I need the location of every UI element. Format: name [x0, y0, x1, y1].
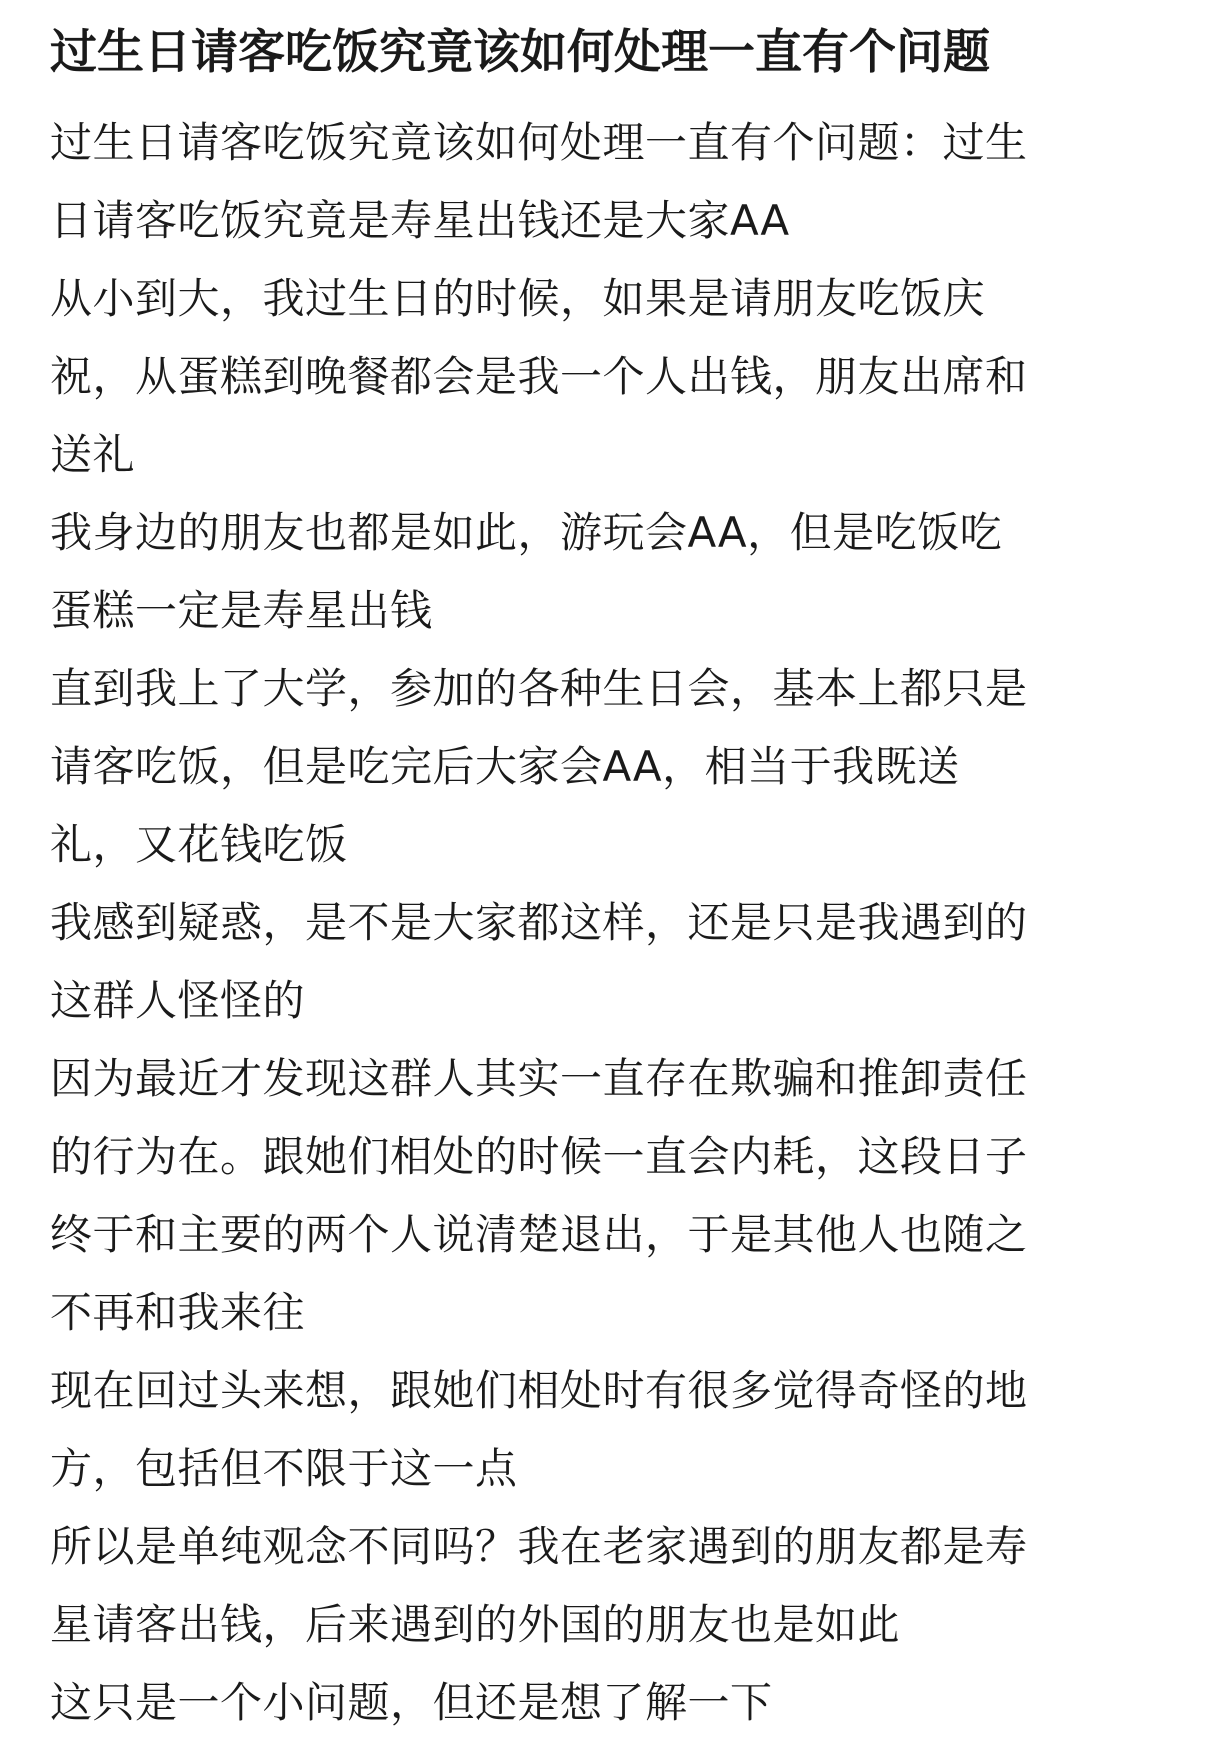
paragraph [50, 494, 1170, 650]
paragraph [50, 650, 1170, 884]
paragraph-line: 蛋糕一定是寿星出钱 [50, 586, 433, 635]
paragraph-line: 祝，从蛋糕到晚餐都会是我一个人出钱，朋友出席和 [50, 352, 1028, 401]
paragraph-line: 所以是单纯观念不同吗？我在老家遇到的朋友都是寿 [50, 1522, 1028, 1571]
paragraph-line: 送礼 [50, 430, 136, 479]
paragraph-line: 我感到疑惑，是不是大家都这样，还是只是我遇到的 [50, 898, 1028, 947]
paragraph-line: 因为最近才发现这群人其实一直存在欺骗和推卸责任 [50, 1054, 1028, 1103]
paragraph [50, 884, 1170, 1040]
paragraph-line: 现在回过头来想，跟她们相处时有很多觉得奇怪的地 [50, 1366, 1028, 1415]
paragraph-line: 从小到大，我过生日的时候，如果是请朋友吃饭庆 [50, 274, 986, 323]
paragraph-line: 日请客吃饭究竟是寿星出钱还是大家AA [50, 196, 790, 245]
paragraph-line: 不再和我来往 [50, 1288, 306, 1337]
post-container [50, 14, 1170, 1742]
paragraph-line: 请客吃饭，但是吃完后大家会AA，相当于我既送 [50, 742, 960, 791]
paragraph-line: 礼，又花钱吃饭 [50, 820, 348, 869]
paragraph [50, 260, 1170, 494]
paragraph-line: 星请客出钱，后来遇到的外国的朋友也是如此 [50, 1600, 901, 1649]
post-title: 过生日请客吃饭究竟该如何处理一直有个问题 [50, 25, 990, 80]
paragraph-line: 过生日请客吃饭究竟该如何处理一直有个问题：过生 [50, 118, 1028, 167]
paragraph [50, 1664, 1170, 1742]
paragraph [50, 1508, 1170, 1664]
paragraph-line: 我身边的朋友也都是如此，游玩会AA，但是吃饭吃 [50, 508, 1003, 557]
paragraph [50, 1040, 1170, 1352]
paragraph-line: 方，包括但不限于这一点 [50, 1444, 518, 1493]
paragraph-line: 终于和主要的两个人说清楚退出，于是其他人也随之 [50, 1210, 1028, 1259]
paragraph-line: 的行为在。跟她们相处的时候一直会内耗，这段日子 [50, 1132, 1028, 1181]
paragraph-line: 这群人怪怪的 [50, 976, 306, 1025]
paragraph [50, 104, 1170, 260]
paragraph [50, 1352, 1170, 1508]
paragraph-line: 这只是一个小问题，但还是想了解一下 [50, 1678, 773, 1727]
post-body [50, 104, 1170, 1742]
paragraph-line: 直到我上了大学，参加的各种生日会，基本上都只是 [50, 664, 1028, 713]
